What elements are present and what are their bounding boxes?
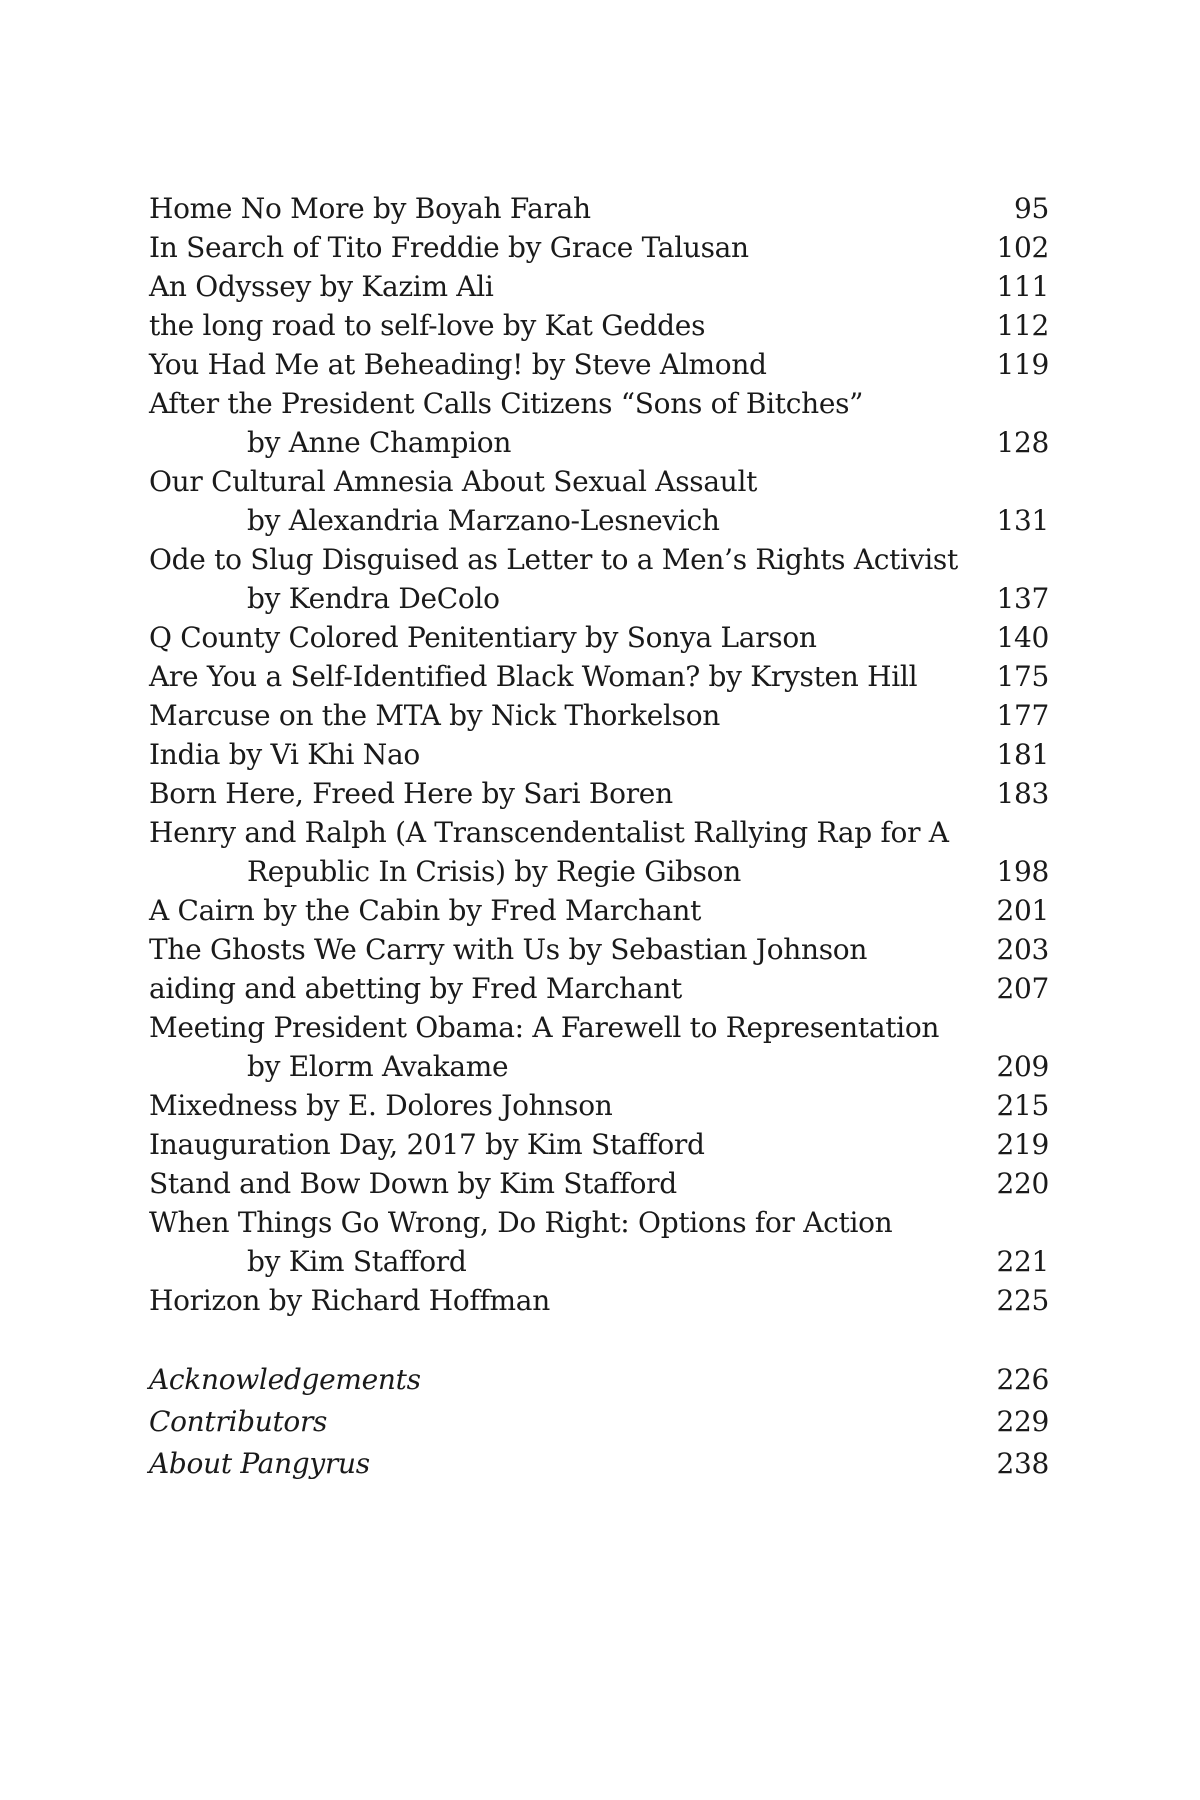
toc-entry[interactable] bbox=[149, 657, 1049, 696]
entry-title: Are You a Self-Identified Black Woman? by Krysten Hill bbox=[149, 660, 918, 693]
page-number: 128 bbox=[996, 426, 1049, 459]
page-number: 229 bbox=[996, 1405, 1049, 1438]
toc-entry-acknowledgements[interactable] bbox=[149, 1359, 1049, 1401]
entry-author: by Anne Champion bbox=[247, 426, 512, 459]
entry-title: About Pangyrus bbox=[149, 1447, 370, 1480]
page-number: 225 bbox=[996, 1284, 1049, 1317]
page-number: 140 bbox=[996, 621, 1049, 654]
entry-title: Born Here, Freed Here by Sari Boren bbox=[149, 777, 673, 810]
page-number: 226 bbox=[996, 1363, 1049, 1396]
page-number: 219 bbox=[996, 1128, 1049, 1161]
page-number: 207 bbox=[996, 972, 1049, 1005]
toc-entry[interactable] bbox=[149, 1164, 1049, 1203]
entry-title: After the President Calls Citizens “Sons of Bitches” bbox=[149, 387, 864, 420]
page-number: 201 bbox=[996, 894, 1049, 927]
page-number: 209 bbox=[996, 1050, 1049, 1083]
page-number: 183 bbox=[996, 777, 1049, 810]
toc-entry[interactable] bbox=[149, 969, 1049, 1008]
toc-entry[interactable] bbox=[149, 228, 1049, 267]
page-number: 215 bbox=[996, 1089, 1049, 1122]
page-number: 220 bbox=[996, 1167, 1049, 1200]
toc-entry[interactable] bbox=[149, 306, 1049, 345]
entry-title: Home No More by Boyah Farah bbox=[149, 192, 591, 225]
page-number: 175 bbox=[996, 660, 1049, 693]
page-number: 238 bbox=[996, 1447, 1049, 1480]
entry-title: Inauguration Day, 2017 by Kim Stafford bbox=[149, 1128, 705, 1161]
entry-title: Mixedness by E. Dolores Johnson bbox=[149, 1089, 613, 1122]
entry-title: Meeting President Obama: A Farewell to Representation bbox=[149, 1011, 940, 1044]
toc-entry[interactable] bbox=[149, 930, 1049, 969]
entry-title: Contributors bbox=[149, 1405, 328, 1438]
entry-title: the long road to self-love by Kat Geddes bbox=[149, 309, 706, 342]
page-number: 203 bbox=[996, 933, 1049, 966]
entry-author: by Kim Stafford bbox=[247, 1245, 467, 1278]
entry-title: An Odyssey by Kazim Ali bbox=[149, 270, 494, 303]
toc-entry[interactable] bbox=[149, 1281, 1049, 1320]
page-number: 119 bbox=[996, 348, 1049, 381]
toc-entry[interactable] bbox=[149, 384, 1049, 462]
toc-entry-contributors[interactable] bbox=[149, 1401, 1049, 1443]
table-of-contents bbox=[149, 189, 1049, 1485]
entry-title: Henry and Ralph (A Transcendentalist Rallying Rap for A bbox=[149, 816, 949, 849]
page-number: 131 bbox=[996, 504, 1049, 537]
entry-title: Marcuse on the MTA by Nick Thorkelson bbox=[149, 699, 721, 732]
entry-title: The Ghosts We Carry with Us by Sebastian Johnson bbox=[149, 933, 868, 966]
toc-entry[interactable] bbox=[149, 1008, 1049, 1086]
page-number: 221 bbox=[996, 1245, 1049, 1278]
toc-entry[interactable] bbox=[149, 345, 1049, 384]
toc-entry[interactable] bbox=[149, 189, 1049, 228]
entry-title: In Search of Tito Freddie by Grace Talusan bbox=[149, 231, 749, 264]
entry-title: Horizon by Richard Hoffman bbox=[149, 1284, 550, 1317]
toc-entry[interactable] bbox=[149, 540, 1049, 618]
entry-title: You Had Me at Beheading! by Steve Almond bbox=[149, 348, 767, 381]
entry-title: Ode to Slug Disguised as Letter to a Men’s Rights Activist bbox=[149, 543, 958, 576]
entry-title: Acknowledgements bbox=[149, 1363, 421, 1396]
toc-entry[interactable] bbox=[149, 618, 1049, 657]
entry-title: Q County Colored Penitentiary by Sonya Larson bbox=[149, 621, 817, 654]
toc-entry[interactable] bbox=[149, 267, 1049, 306]
toc-entry-about[interactable] bbox=[149, 1443, 1049, 1485]
back-matter bbox=[149, 1359, 1049, 1485]
entry-author: by Elorm Avakame bbox=[247, 1050, 509, 1083]
toc-entry[interactable] bbox=[149, 1203, 1049, 1281]
page-number: 95 bbox=[1013, 192, 1049, 225]
toc-entry[interactable] bbox=[149, 735, 1049, 774]
entry-author: Republic In Crisis) by Regie Gibson bbox=[247, 855, 741, 888]
entry-title: A Cairn by the Cabin by Fred Marchant bbox=[149, 894, 702, 927]
entry-author: by Kendra DeColo bbox=[247, 582, 500, 615]
page-number: 102 bbox=[996, 231, 1049, 264]
page-number: 111 bbox=[996, 270, 1049, 303]
toc-entry[interactable] bbox=[149, 813, 1049, 891]
page-number: 181 bbox=[996, 738, 1049, 771]
page-number: 177 bbox=[996, 699, 1049, 732]
entry-author: by Alexandria Marzano-Lesnevich bbox=[247, 504, 720, 537]
entry-title: Stand and Bow Down by Kim Stafford bbox=[149, 1167, 677, 1200]
entry-title: India by Vi Khi Nao bbox=[149, 738, 420, 771]
toc-entry[interactable] bbox=[149, 891, 1049, 930]
page-number: 112 bbox=[996, 309, 1049, 342]
entry-title: When Things Go Wrong, Do Right: Options for Action bbox=[149, 1206, 893, 1239]
toc-entry[interactable] bbox=[149, 696, 1049, 735]
toc-entry[interactable] bbox=[149, 774, 1049, 813]
page-number: 198 bbox=[996, 855, 1049, 888]
toc-entry[interactable] bbox=[149, 462, 1049, 540]
entry-title: Our Cultural Amnesia About Sexual Assault bbox=[149, 465, 758, 498]
toc-entry[interactable] bbox=[149, 1086, 1049, 1125]
page-number: 137 bbox=[996, 582, 1049, 615]
toc-entry[interactable] bbox=[149, 1125, 1049, 1164]
entry-title: aiding and abetting by Fred Marchant bbox=[149, 972, 682, 1005]
